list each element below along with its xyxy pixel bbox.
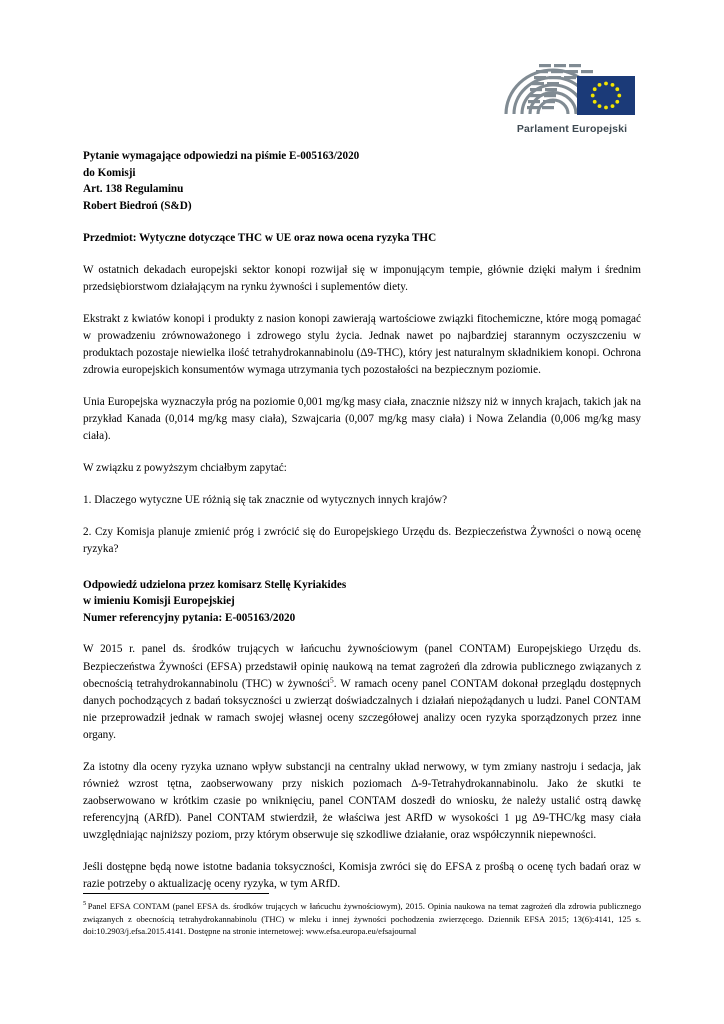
answer-paragraph-1 [83, 641, 641, 743]
hemicycle-and-flag-icon [492, 56, 652, 118]
question-rule-line: Art. 138 Regulaminu [83, 183, 184, 196]
question-paragraph-3: Unia Europejska wyznaczyła próg na poziomie 0,001 mg/kg masy ciała, znacznie niższy niż w innych krajach, takich jak na przykład Kanada (0,014 mg/kg masy ciała), Szwajcaria (0,007 mg/kg masy ciała) i Nowa Zelandia (0,006 mg/kg masy ciała). [83, 395, 641, 442]
question-addressee-line: do Komisji [83, 166, 136, 179]
answer-paragraph-3: Jeśli dostępne będą nowe istotne badania toksyczności, Komisja zwróci się do EFSA z prośbą o ocenę tych badań oraz w razie potrzeby o aktualizację oceny ryzyka, w tym ARfD. [83, 860, 641, 890]
answer-reference-line: Numer referencyjny pytania: E-005163/2020 [83, 611, 296, 624]
logo-caption: Parlament Europejski [516, 123, 628, 135]
footnote-separator [83, 893, 269, 894]
footnote-number: 5 [83, 900, 87, 908]
question-author-line: Robert Biedroń (S&D) [83, 199, 192, 212]
answer-paragraph-2: Za istotny dla oceny ryzyka uznano wpływ substancji na centralny układ nerwowy, w tym zmiany nastroju i sedacja, jak również wzrost tętna, zaobserwowany przy niskich poziomach Δ-9-Tetrahydrokannabinolu. Jako że skutki te zaobserwowano w krótkim czasie po wniknięciu, panel CONTAM doszedł do wniosku, że należy ustalić ostrą dawkę referencyjną (ARfD). Panel CONTAM stwierdził, że właściwa jest ARfD w wysokości 1 µg Δ9-THC/kg masy ciała uwzględniając najniższy poziom, przy którym obserwuje się szkodliwe działanie, oraz współczynnik niepewności. [83, 760, 641, 841]
question-item-1: 1. Dlaczego wytyczne UE różnią się tak znacznie od wytycznych innych krajów? [83, 493, 448, 506]
question-header [83, 148, 641, 214]
footnote-reference-marker: 5 [330, 674, 334, 684]
question-item-2: 2. Czy Komisja planuje zmienić próg i zwrócić się do Europejskiego Urzędu ds. Bezpieczeństwa Żywności o nową ocenę ryzyka? [83, 525, 641, 555]
footnote-block [83, 893, 641, 938]
subject-line: Przedmiot: Wytyczne dotyczące THC w UE oraz nowa ocena ryzyka THC [83, 232, 437, 245]
answer-commissioner-line: Odpowiedź udzielona przez komisarz Stellę Kyriakides [83, 578, 347, 591]
answer-paragraph-1-text-a: W 2015 r. panel ds. środków trujących w łańcuchu żywnościowym (panel CONTAM) Europejskiego Urzędu ds. Bezpieczeństwa Żywności (EFSA) przedstawił opinię naukową na temat zagrożeń dla zdrowia publicznego związanych z obecnością tetrahydrokannabinolu (THC) w żywności [83, 643, 641, 690]
european-parliament-logo [492, 56, 652, 135]
question-paragraph-1: W ostatnich dekadach europejski sektor konopi rozwijał się w imponującym tempie, głównie dzięki małym i średnim przedsiębiorstwom działającym na rynku żywności i suplementów diety. [83, 263, 641, 293]
answer-header [83, 577, 641, 627]
document-content [83, 148, 641, 893]
logo-mark [492, 56, 652, 118]
footnote-entry [83, 900, 641, 938]
answer-paragraph-1-text-b: . W ramach oceny panel CONTAM dokonał przeglądu dostępnych danych pochodzących z badań toksyczności u zwierząt doświadczalnych i działań niepożądanych u ludzi. Panel CONTAM nie przeprowadził jednak w ramach swojej własnej oceny szczegółowej analizy ocen ryzyka sporządzonych przez inne organy. [83, 677, 642, 741]
question-paragraph-2: Ekstrakt z kwiatów konopi i produkty z nasion konopi zawierają wartościowe związki fitochemiczne, które mogą pomagać w prowadzeniu zrównoważonego i zdrowego stylu życia. Jednak nawet po najbardziej starannym oczyszczeniu w produktach pozostaje niewielka ilość tetrahydrokannabinolu (Δ9-THC), który jest naturalnym składnikiem konopi. Ochrona zdrowia europejskich konsumentów wymaga utrzymania tych pozostałości na bezpiecznym poziomie. [83, 312, 641, 376]
answer-institution-line: w imieniu Komisji Europejskiej [83, 595, 235, 608]
question-lead-in: W związku z powyższym chciałbym zapytać: [83, 461, 287, 474]
question-reference-line: Pytanie wymagające odpowiedzi na piśmie E-005163/2020 [83, 150, 360, 162]
footnote-body-text: Panel EFSA CONTAM (panel EFSA ds. środków trujących w łańcuchu żywnościowym), 2015. Opinia naukowa na temat zagrożeń dla zdrowia publicznego związanych z obecnością tetrahydrokannabinolu (THC) w mleku i innej żywności pochodzenia zwierzęcego. Dziennik EFSA 2015; 13(6):4141, 125 s. doi:10.2903/j.efsa.2015.4141. Dostępne na stronie internetowej: www.efsa.europa.eu/efsajournal [83, 901, 641, 937]
